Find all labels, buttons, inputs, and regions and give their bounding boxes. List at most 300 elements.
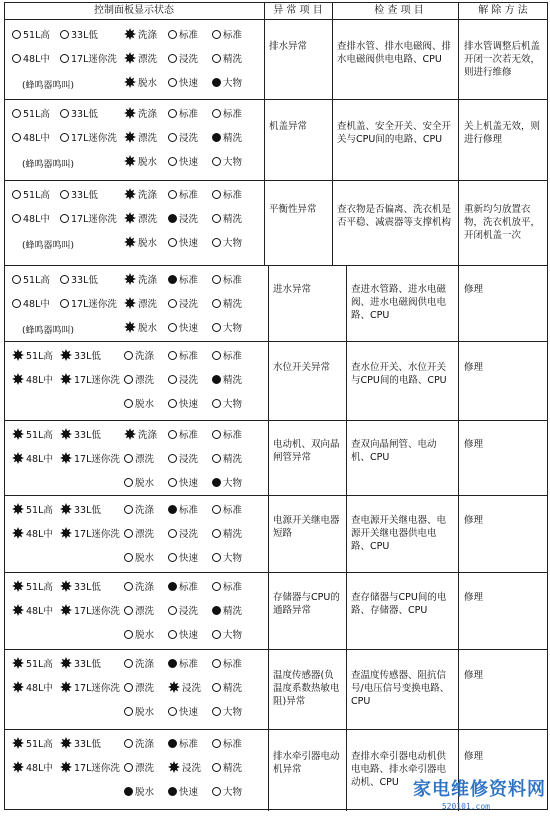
flashing-led-icon <box>124 188 136 200</box>
indicator-label: 漂洗 <box>135 606 155 617</box>
led-off-icon <box>124 529 133 538</box>
indicator-51l-high <box>12 186 50 202</box>
indicator-17l-mini <box>60 679 120 695</box>
indicator-label: 洗涤 <box>135 582 155 593</box>
flashing-led-icon <box>124 131 136 143</box>
led-off-icon <box>212 299 221 308</box>
led-off-icon <box>168 78 177 87</box>
led-off-icon <box>212 630 221 639</box>
led-off-icon <box>168 430 177 439</box>
led-off-icon <box>60 275 69 284</box>
led-off-icon <box>124 399 133 408</box>
watermark-url: 520101.com <box>441 802 490 811</box>
indicator-17l-mini <box>60 295 117 311</box>
indicator-label: 标准 <box>223 739 243 750</box>
led-off-icon <box>212 238 221 247</box>
led-off-icon <box>168 157 177 166</box>
fault-item: 平衡性异常 <box>269 204 317 215</box>
indicator-label: 48L中 <box>23 299 50 310</box>
indicator-quick <box>168 234 198 250</box>
led-off-icon <box>168 30 177 39</box>
indicator-standard <box>212 186 242 202</box>
indicator-bulky <box>212 474 242 490</box>
led-on-icon <box>168 214 177 223</box>
indicator-17l-mini <box>60 525 120 541</box>
indicator-spin <box>124 626 154 642</box>
led-off-icon <box>60 133 69 142</box>
solution: 修理 <box>464 362 484 373</box>
fault-item: 进水异常 <box>273 284 312 295</box>
solution: 修理 <box>464 751 484 762</box>
indicator-label: 标准 <box>223 582 243 593</box>
indicator-label: 脱水 <box>135 553 155 564</box>
indicator-wash <box>124 105 157 121</box>
indicator-fine-wash <box>212 371 242 387</box>
indicator-48l-mid <box>12 50 50 66</box>
indicator-33l-low <box>60 655 101 671</box>
indicator-wash <box>124 501 154 517</box>
led-off-icon <box>212 553 221 562</box>
indicator-bulky <box>212 626 242 642</box>
indicator-label: 浸洗 <box>182 763 202 774</box>
indicator-label: 标准 <box>223 109 243 120</box>
indicator-label: 标准 <box>223 659 243 670</box>
indicator-label: 大物 <box>223 787 243 798</box>
indicator-33l-low <box>60 271 98 287</box>
flashing-led-icon <box>12 452 24 464</box>
indicator-33l-low <box>60 426 101 442</box>
led-on-icon <box>212 78 221 87</box>
indicator-quick <box>168 74 198 90</box>
led-off-icon <box>168 553 177 562</box>
indicator-label: 洗涤 <box>138 30 158 41</box>
solution: 关上机盖无效，则进行修理 <box>464 121 541 145</box>
indicator-label: 33L低 <box>74 351 101 362</box>
check-item: 查双向晶闸管、电动机、CPU <box>351 439 437 463</box>
indicator-standard <box>168 105 198 121</box>
indicator-33l-low <box>60 105 98 121</box>
led-on-icon <box>168 659 177 668</box>
indicator-33l-low <box>60 347 101 363</box>
header-panel-state: 控制面板显示状态 <box>94 5 174 16</box>
led-off-icon <box>212 190 221 199</box>
indicator-33l-low <box>60 186 98 202</box>
indicator-17l-mini <box>60 759 120 775</box>
flashing-led-icon <box>12 349 24 361</box>
buzzer-note: (蜂鸣器鸣叫) <box>22 326 75 336</box>
indicator-label: 脱水 <box>138 157 158 168</box>
led-on-icon <box>168 275 177 284</box>
indicator-label: 脱水 <box>138 78 158 89</box>
indicator-label: 大物 <box>223 630 243 641</box>
indicator-label: 标准 <box>179 275 199 286</box>
indicator-51l-high <box>12 105 50 121</box>
indicator-label: 标准 <box>179 190 199 201</box>
flashing-led-icon <box>60 452 72 464</box>
indicator-wash <box>124 426 157 442</box>
indicator-label: 51L高 <box>23 275 50 286</box>
indicator-label: 标准 <box>179 582 199 593</box>
indicator-17l-mini <box>60 50 117 66</box>
indicator-soak <box>168 679 201 695</box>
flashing-led-icon <box>12 527 24 539</box>
indicator-label: 快速 <box>179 238 199 249</box>
indicator-label: 脱水 <box>138 238 158 249</box>
indicator-17l-mini <box>60 210 117 226</box>
led-off-icon <box>124 582 133 591</box>
led-off-icon <box>212 763 221 772</box>
led-off-icon <box>168 299 177 308</box>
flashing-led-icon <box>12 580 24 592</box>
indicator-standard <box>212 347 242 363</box>
indicator-label: 17L迷你洗 <box>74 606 120 617</box>
indicator-wash <box>124 26 157 42</box>
led-off-icon <box>12 275 21 284</box>
indicator-label: 精洗 <box>223 606 243 617</box>
indicator-label: 漂洗 <box>135 683 155 694</box>
indicator-rinse <box>124 759 154 775</box>
indicator-label: 48L中 <box>23 54 50 65</box>
led-off-icon <box>60 109 69 118</box>
watermark-text: 家电维修资料网 <box>413 779 546 800</box>
indicator-standard <box>168 655 198 671</box>
indicator-spin <box>124 474 154 490</box>
indicator-soak <box>168 129 198 145</box>
solution: 排水管调整后机盖开闭一次若无效，则进行维修 <box>464 41 541 78</box>
indicator-wash <box>124 578 154 594</box>
indicator-bulky <box>212 783 242 799</box>
check-item: 查机盖、安全开关、安全开关与CPU间的电路、CPU <box>337 121 452 145</box>
indicator-label: 17L迷你洗 <box>74 683 120 694</box>
indicator-label: 快速 <box>179 630 199 641</box>
flashing-led-icon <box>12 761 24 773</box>
led-off-icon <box>124 478 133 487</box>
indicator-51l-high <box>12 735 53 751</box>
indicator-rinse <box>124 295 157 311</box>
led-off-icon <box>124 707 133 716</box>
led-off-icon <box>12 299 21 308</box>
flashing-led-icon <box>124 428 136 440</box>
flashing-led-icon <box>60 527 72 539</box>
led-off-icon <box>168 630 177 639</box>
indicator-label: 标准 <box>223 275 243 286</box>
indicator-soak <box>168 759 201 775</box>
led-off-icon <box>212 659 221 668</box>
fault-item: 存储器与CPU的通路异常 <box>273 592 340 616</box>
indicator-label: 33L低 <box>74 505 101 516</box>
indicator-standard <box>168 426 198 442</box>
indicator-spin <box>124 74 157 90</box>
indicator-soak <box>168 210 198 226</box>
check-item: 查衣物是否偏离、洗衣机是否平稳、减震器等支撑机构 <box>337 204 452 228</box>
indicator-51l-high <box>12 347 53 363</box>
indicator-soak <box>168 602 198 618</box>
indicator-48l-mid <box>12 129 50 145</box>
indicator-spin <box>124 703 154 719</box>
buzzer-note: (蜂鸣器鸣叫) <box>22 241 75 251</box>
led-off-icon <box>168 238 177 247</box>
flashing-led-icon <box>12 604 24 616</box>
flashing-led-icon <box>60 503 72 515</box>
indicator-17l-mini <box>60 602 120 618</box>
indicator-label: 浸洗 <box>179 214 199 225</box>
flashing-led-icon <box>60 373 72 385</box>
flashing-led-icon <box>124 155 136 167</box>
indicator-fine-wash <box>212 450 242 466</box>
flashing-led-icon <box>124 236 136 248</box>
led-on-icon <box>212 133 221 142</box>
header-fault-item: 异 常 项 目 <box>273 5 323 16</box>
indicator-33l-low <box>60 26 98 42</box>
indicator-33l-low <box>60 501 101 517</box>
indicator-label: 48L中 <box>23 133 50 144</box>
indicator-48l-mid <box>12 679 53 695</box>
led-off-icon <box>212 399 221 408</box>
indicator-48l-mid <box>12 295 50 311</box>
indicator-label: 洗涤 <box>138 109 158 120</box>
led-off-icon <box>212 787 221 796</box>
led-off-icon <box>124 505 133 514</box>
led-off-icon <box>212 529 221 538</box>
flashing-led-icon <box>60 580 72 592</box>
indicator-quick <box>168 549 198 565</box>
indicator-label: 48L中 <box>26 454 53 465</box>
indicator-bulky <box>212 703 242 719</box>
indicator-wash <box>124 347 154 363</box>
led-off-icon <box>212 275 221 284</box>
led-off-icon <box>168 190 177 199</box>
indicator-label: 浸洗 <box>179 375 199 386</box>
buzzer-note: (蜂鸣器鸣叫) <box>22 81 75 91</box>
flashing-led-icon <box>124 52 136 64</box>
indicator-label: 精洗 <box>223 763 243 774</box>
indicator-label: 洗涤 <box>135 739 155 750</box>
indicator-rinse <box>124 679 154 695</box>
flashing-led-icon <box>124 76 136 88</box>
led-off-icon <box>60 214 69 223</box>
indicator-rinse <box>124 50 157 66</box>
indicator-spin <box>124 319 157 335</box>
indicator-label: 17L迷你洗 <box>74 375 120 386</box>
indicator-label: 48L中 <box>23 214 50 225</box>
indicator-quick <box>168 153 198 169</box>
indicator-label: 洗涤 <box>138 275 158 286</box>
indicator-standard <box>168 186 198 202</box>
indicator-48l-mid <box>12 450 53 466</box>
flashing-led-icon <box>124 28 136 40</box>
indicator-label: 17L迷你洗 <box>71 299 117 310</box>
led-off-icon <box>212 157 221 166</box>
led-off-icon <box>168 323 177 332</box>
indicator-label: 大物 <box>223 323 243 334</box>
indicator-51l-high <box>12 271 50 287</box>
led-on-icon <box>124 787 133 796</box>
indicator-label: 51L高 <box>23 109 50 120</box>
flashing-led-icon <box>124 321 136 333</box>
indicator-label: 48L中 <box>26 606 53 617</box>
indicator-51l-high <box>12 655 53 671</box>
indicator-standard <box>168 578 198 594</box>
indicator-label: 大物 <box>223 399 243 410</box>
check-item: 查电源开关继电器、电源开关继电器供电电路、CPU <box>351 515 447 552</box>
indicator-label: 大物 <box>223 553 243 564</box>
indicator-spin <box>124 783 154 799</box>
indicator-label: 精洗 <box>223 454 243 465</box>
led-off-icon <box>168 351 177 360</box>
led-off-icon <box>124 351 133 360</box>
header-solution: 解 除 方 法 <box>478 5 528 16</box>
indicator-wash <box>124 186 157 202</box>
indicator-label: 脱水 <box>135 478 155 489</box>
indicator-label: 51L高 <box>26 659 53 670</box>
led-on-icon <box>168 505 177 514</box>
indicator-label: 33L低 <box>74 659 101 670</box>
indicator-label: 快速 <box>179 399 199 410</box>
indicator-standard <box>212 655 242 671</box>
indicator-wash <box>124 655 154 671</box>
flashing-led-icon <box>124 212 136 224</box>
flashing-led-icon <box>12 737 24 749</box>
indicator-standard <box>168 501 198 517</box>
led-off-icon <box>12 190 21 199</box>
indicator-label: 大物 <box>223 478 243 489</box>
indicator-48l-mid <box>12 602 53 618</box>
indicator-label: 快速 <box>179 157 199 168</box>
indicator-rinse <box>124 525 154 541</box>
flashing-led-icon <box>60 681 72 693</box>
fault-item: 电动机、双向晶闸管异常 <box>273 439 340 463</box>
indicator-rinse <box>124 129 157 145</box>
led-off-icon <box>60 54 69 63</box>
indicator-standard <box>212 426 242 442</box>
indicator-spin <box>124 395 154 411</box>
indicator-standard <box>212 501 242 517</box>
led-off-icon <box>12 109 21 118</box>
indicator-label: 精洗 <box>223 54 243 65</box>
indicator-spin <box>124 549 154 565</box>
flashing-led-icon <box>124 107 136 119</box>
column-divider <box>458 2 459 265</box>
indicator-label: 17L迷你洗 <box>71 133 117 144</box>
column-divider <box>264 2 265 265</box>
indicator-17l-mini <box>60 371 120 387</box>
indicator-label: 51L高 <box>26 582 53 593</box>
indicator-rinse <box>124 602 154 618</box>
indicator-bulky <box>212 549 242 565</box>
led-off-icon <box>212 430 221 439</box>
indicator-label: 17L迷你洗 <box>74 763 120 774</box>
indicator-quick <box>168 703 198 719</box>
check-item: 查排水管、排水电磁阀、排水电磁阀供电电路、CPU <box>337 41 452 65</box>
indicator-label: 标准 <box>179 30 199 41</box>
indicator-label: 漂洗 <box>135 454 155 465</box>
led-off-icon <box>124 454 133 463</box>
indicator-51l-high <box>12 501 53 517</box>
indicator-label: 51L高 <box>26 739 53 750</box>
table-border-top <box>4 2 548 3</box>
indicator-quick <box>168 783 198 799</box>
solution: 重新均匀放置衣物，洗衣机放平，开闭机盖一次 <box>464 204 541 241</box>
led-off-icon <box>168 133 177 142</box>
led-on-icon <box>212 478 221 487</box>
check-item: 查水位开关、水位开关与CPU间的电路、CPU <box>351 362 447 386</box>
indicator-label: 精洗 <box>223 299 243 310</box>
led-off-icon <box>168 454 177 463</box>
led-off-icon <box>212 323 221 332</box>
indicator-label: 浸洗 <box>179 133 199 144</box>
indicator-label: 浸洗 <box>179 454 199 465</box>
indicator-label: 标准 <box>179 109 199 120</box>
indicator-48l-mid <box>12 759 53 775</box>
indicator-label: 大物 <box>223 78 243 89</box>
indicator-label: 33L低 <box>74 582 101 593</box>
indicator-label: 48L中 <box>26 763 53 774</box>
led-off-icon <box>124 763 133 772</box>
led-off-icon <box>12 133 21 142</box>
led-off-icon <box>124 375 133 384</box>
flashing-led-icon <box>124 273 136 285</box>
flashing-led-icon <box>12 657 24 669</box>
indicator-17l-mini <box>60 450 120 466</box>
indicator-label: 17L迷你洗 <box>71 214 117 225</box>
flashing-led-icon <box>12 503 24 515</box>
column-divider <box>332 2 333 265</box>
indicator-label: 洗涤 <box>135 505 155 516</box>
flashing-led-icon <box>60 428 72 440</box>
indicator-33l-low <box>60 578 101 594</box>
led-off-icon <box>168 54 177 63</box>
indicator-label: 51L高 <box>23 190 50 201</box>
indicator-48l-mid <box>12 525 53 541</box>
indicator-51l-high <box>12 578 53 594</box>
indicator-51l-high <box>12 426 53 442</box>
indicator-standard <box>168 271 198 287</box>
indicator-fine-wash <box>212 759 242 775</box>
indicator-label: 浸洗 <box>179 54 199 65</box>
indicator-48l-mid <box>12 210 50 226</box>
led-off-icon <box>212 582 221 591</box>
indicator-label: 大物 <box>223 707 243 718</box>
led-off-icon <box>60 30 69 39</box>
indicator-label: 标准 <box>179 505 199 516</box>
indicator-standard <box>168 347 198 363</box>
led-on-icon <box>212 606 221 615</box>
indicator-17l-mini <box>60 129 117 145</box>
table-border-left <box>4 2 5 810</box>
indicator-standard <box>212 105 242 121</box>
indicator-fine-wash <box>212 210 242 226</box>
indicator-label: 标准 <box>179 430 199 441</box>
solution: 修理 <box>464 284 484 295</box>
header-divider <box>4 19 548 20</box>
check-item: 查存储器与CPU间的电路、存储器、CPU <box>351 592 447 616</box>
led-off-icon <box>212 30 221 39</box>
indicator-bulky <box>212 395 242 411</box>
indicator-label: 浸洗 <box>182 683 202 694</box>
indicator-label: 51L高 <box>26 430 53 441</box>
indicator-label: 标准 <box>223 30 243 41</box>
indicator-label: 标准 <box>179 659 199 670</box>
check-item: 查温度传感器、阻抗信号/电压信号变换电路、CPU <box>351 670 450 707</box>
led-off-icon <box>12 214 21 223</box>
indicator-wash <box>124 735 154 751</box>
indicator-label: 快速 <box>179 478 199 489</box>
indicator-label: 精洗 <box>223 133 243 144</box>
fault-item: 机盖异常 <box>269 121 308 132</box>
check-item: 查进水管路、进水电磁阀、进水电磁阀供电电路、CPU <box>351 284 447 321</box>
flashing-led-icon <box>12 428 24 440</box>
led-off-icon <box>168 375 177 384</box>
